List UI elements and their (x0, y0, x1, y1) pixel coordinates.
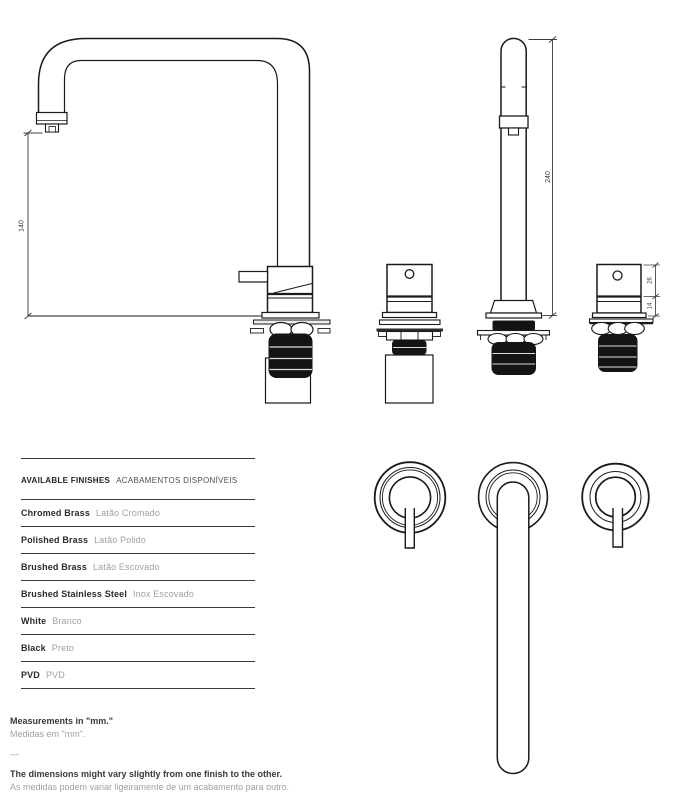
finish-row-brushed-stainless-steel (21, 580, 255, 607)
finish-row-brushed-brass (21, 553, 255, 580)
handle-threaded-shank (598, 334, 638, 372)
spout-tube-top-view (497, 482, 529, 774)
finish-name-pt: Branco (52, 615, 82, 626)
spout-threaded-shank (492, 342, 537, 375)
spout-column (501, 38, 526, 300)
finish-name-en: Black (21, 642, 46, 653)
dim-240 (529, 37, 558, 319)
finish-row-chromed-brass (21, 499, 255, 526)
dim-26-label: 26 (647, 277, 654, 284)
finish-name-en: Polished Brass (21, 534, 89, 545)
note-measurements-en: Measurements in "mm." (10, 716, 114, 726)
note-measurements-pt: Medidas em "mm". (10, 729, 86, 739)
dim-26-14 (644, 263, 661, 319)
left-lever-top-view (405, 508, 414, 548)
finishes-header-pt: ACABAMENTOS DISPONÍVEIS (116, 476, 238, 486)
left-handle-top-view (375, 462, 446, 548)
spout-outer-contour (39, 39, 310, 267)
dim-140 (19, 130, 43, 319)
finish-name-pt: Latão Escovado (92, 561, 160, 572)
finish-name-en: White (21, 615, 47, 626)
footer-notes (10, 715, 289, 794)
finish-row-black (21, 634, 255, 661)
finish-name-en: Chromed Brass (21, 507, 90, 518)
finish-name-pt: Latão Cromado (95, 507, 160, 518)
nozzle (37, 113, 68, 125)
finish-row-polished-brass (21, 526, 255, 553)
dim-140-label: 140 (18, 220, 26, 232)
spout-aerator (509, 128, 519, 135)
finishes-table (21, 458, 255, 689)
valve-body (387, 265, 432, 313)
spout-inner-contour (65, 61, 278, 267)
spout-base (491, 301, 537, 314)
dim-240-label: 240 (545, 171, 552, 183)
mixer-body (268, 267, 313, 313)
handle-front-view (590, 265, 654, 373)
spout-top-view (479, 463, 548, 774)
finishes-header-en: AVAILABLE FINISHES (21, 476, 111, 486)
spout-band (500, 116, 529, 128)
valve-front-view (377, 265, 444, 404)
note-variance-pt: As medidas podem variar ligeiramente de um acabamento para outro. (10, 782, 290, 792)
base-flange (262, 313, 319, 319)
note-divider: — (10, 749, 19, 759)
top-view-drawing (375, 462, 649, 773)
spout-front-view (478, 38, 550, 375)
finish-name-pt: Preto (51, 642, 75, 653)
finish-name-pt: Inox Escovado (133, 588, 194, 599)
lever-handle (239, 272, 268, 283)
valve-cartridge (386, 355, 434, 403)
finish-row-white (21, 607, 255, 634)
finishes-table-header (21, 459, 255, 499)
finish-name-pt: Latão Polido (94, 534, 146, 545)
right-lever-top-view (613, 508, 623, 547)
threaded-shank (269, 334, 313, 379)
finish-name-en: Brushed Stainless Steel (21, 588, 127, 599)
note-variance-en: The dimensions might vary slightly from one finish to the other. (10, 769, 283, 779)
finish-name-en: PVD (21, 669, 40, 680)
valve-hex-nut (387, 332, 433, 341)
dim-14-label: 14 (647, 302, 654, 310)
finish-row-pvd (21, 661, 255, 689)
finish-name-en: Brushed Brass (21, 561, 87, 572)
deck-plate (254, 320, 331, 324)
faucet-side-view (28, 39, 330, 404)
finish-name-pt: PVD (45, 669, 65, 680)
right-handle-top-view (582, 464, 649, 547)
